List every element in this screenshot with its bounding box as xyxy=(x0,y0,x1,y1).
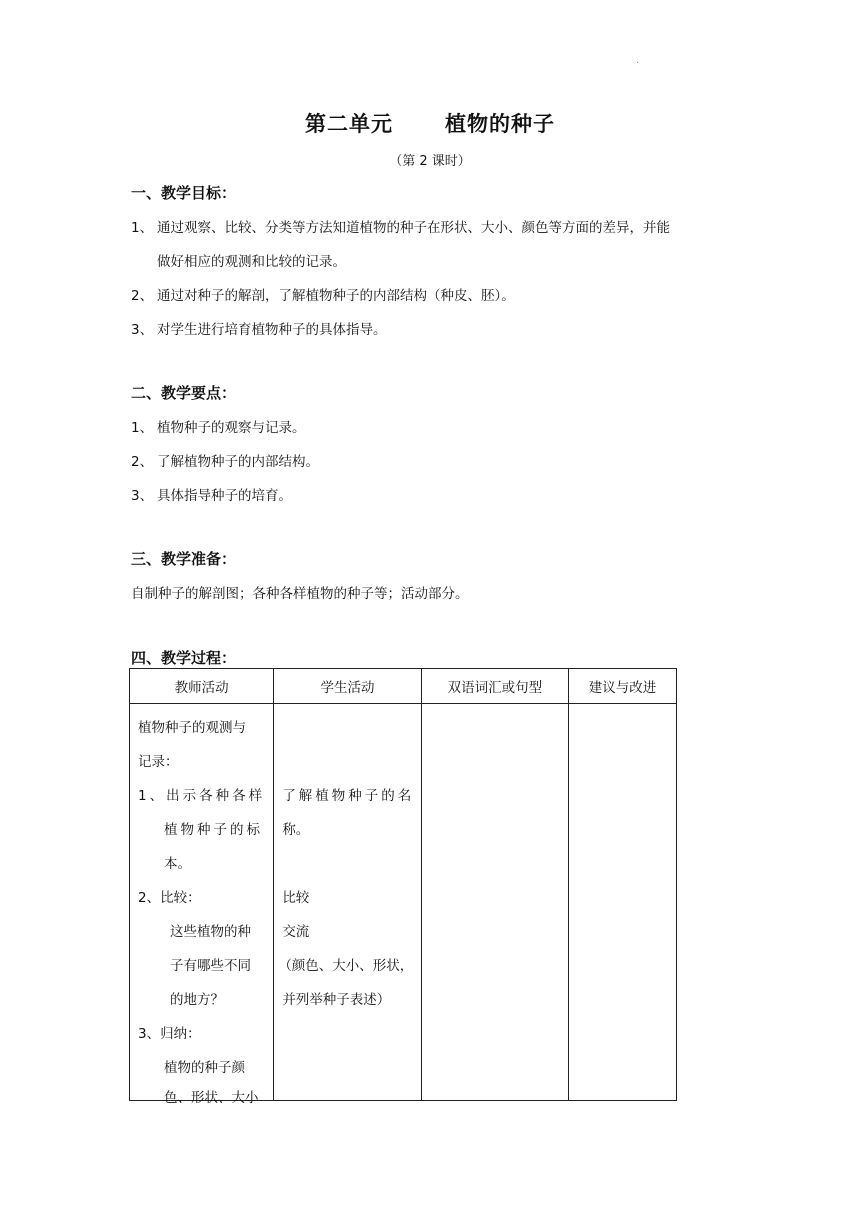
document-title xyxy=(0,108,860,138)
header-student-activity: 学生活动 xyxy=(274,669,421,704)
page-mark: · xyxy=(636,58,640,69)
student-line: 称。 xyxy=(282,822,310,838)
teacher-line: 1、出示各种各样 xyxy=(138,788,266,804)
bilingual-vocabulary-cell xyxy=(421,704,568,1101)
preparation-text: 自制种子的解剖图；各种各样植物的种子等；活动部分。 xyxy=(131,586,469,602)
key-point-text: 具体指导种子的培育。 xyxy=(157,488,292,504)
header-teacher-activity: 教师活动 xyxy=(130,669,274,704)
student-line: （颜色、大小、形状， xyxy=(278,958,414,974)
teacher-line: 3、归纳： xyxy=(138,1026,201,1042)
teacher-line: 植物种子的观测与 xyxy=(138,720,246,736)
student-line: 并列举种子表述） xyxy=(282,992,391,1008)
table-row xyxy=(130,704,677,1101)
goal-item-text: 通过观察、比较、分类等方法知道植物的种子在形状、大小、颜色等方面的差异，并能 xyxy=(157,220,670,236)
student-activity-cell xyxy=(274,704,421,1101)
key-point-number: 3、 xyxy=(131,488,154,504)
goal-item-number: 2、 xyxy=(131,288,154,304)
student-line: 了解植物种子的名 xyxy=(282,788,415,804)
process-heading: 四、教学过程： xyxy=(131,649,237,667)
goal-item-3 xyxy=(131,318,387,338)
teacher-line: 2、比较： xyxy=(138,890,201,906)
lesson-number: （第 2 课时） xyxy=(389,154,471,169)
goal-item-1-continued: 做好相应的观测和比较的记录。 xyxy=(157,254,346,270)
teacher-line: 植物的种子颜 xyxy=(164,1060,245,1076)
goal-item-text: 对学生进行培育植物种子的具体指导。 xyxy=(157,322,387,338)
key-point-2 xyxy=(131,450,319,470)
goal-item-number: 3、 xyxy=(131,322,154,338)
teacher-line: 色、形状、大小 xyxy=(164,1090,259,1106)
goal-item-text: 通过对种子的解剖，了解植物种子的内部结构（种皮、胚）。 xyxy=(157,288,515,304)
table-header-row xyxy=(130,669,677,704)
goal-item-number: 1、 xyxy=(131,220,154,236)
header-suggestions: 建议与改进 xyxy=(569,669,677,704)
teacher-line: 子有哪些不同 xyxy=(170,958,251,974)
teacher-line: 本。 xyxy=(164,856,191,872)
process-table xyxy=(129,668,677,1106)
key-points-heading: 二、教学要点： xyxy=(131,384,237,402)
key-point-1 xyxy=(131,416,306,436)
teacher-line: 的地方？ xyxy=(170,992,224,1008)
goal-item-1 xyxy=(131,216,670,236)
preparation-heading: 三、教学准备： xyxy=(131,550,237,568)
teacher-activity-cell xyxy=(130,704,274,1106)
suggestions-cell xyxy=(569,704,677,1101)
key-point-text: 了解植物种子的内部结构。 xyxy=(157,454,319,470)
title-unit: 第二单元 xyxy=(305,112,393,136)
goal-item-2 xyxy=(131,284,515,304)
key-point-text: 植物种子的观察与记录。 xyxy=(157,420,306,436)
header-bilingual-vocabulary: 双语词汇或句型 xyxy=(421,669,568,704)
key-point-number: 2、 xyxy=(131,454,154,470)
key-point-number: 1、 xyxy=(131,420,154,436)
student-line: 交流 xyxy=(282,924,310,940)
teacher-line: 这些植物的种 xyxy=(170,924,251,940)
teacher-line: 植物种子的标 xyxy=(164,822,263,838)
teacher-line: 记录： xyxy=(138,754,179,770)
student-line: 比较 xyxy=(282,890,310,906)
goals-heading: 一、教学目标： xyxy=(131,184,237,202)
title-topic: 植物的种子 xyxy=(445,112,555,136)
key-point-3 xyxy=(131,484,292,504)
